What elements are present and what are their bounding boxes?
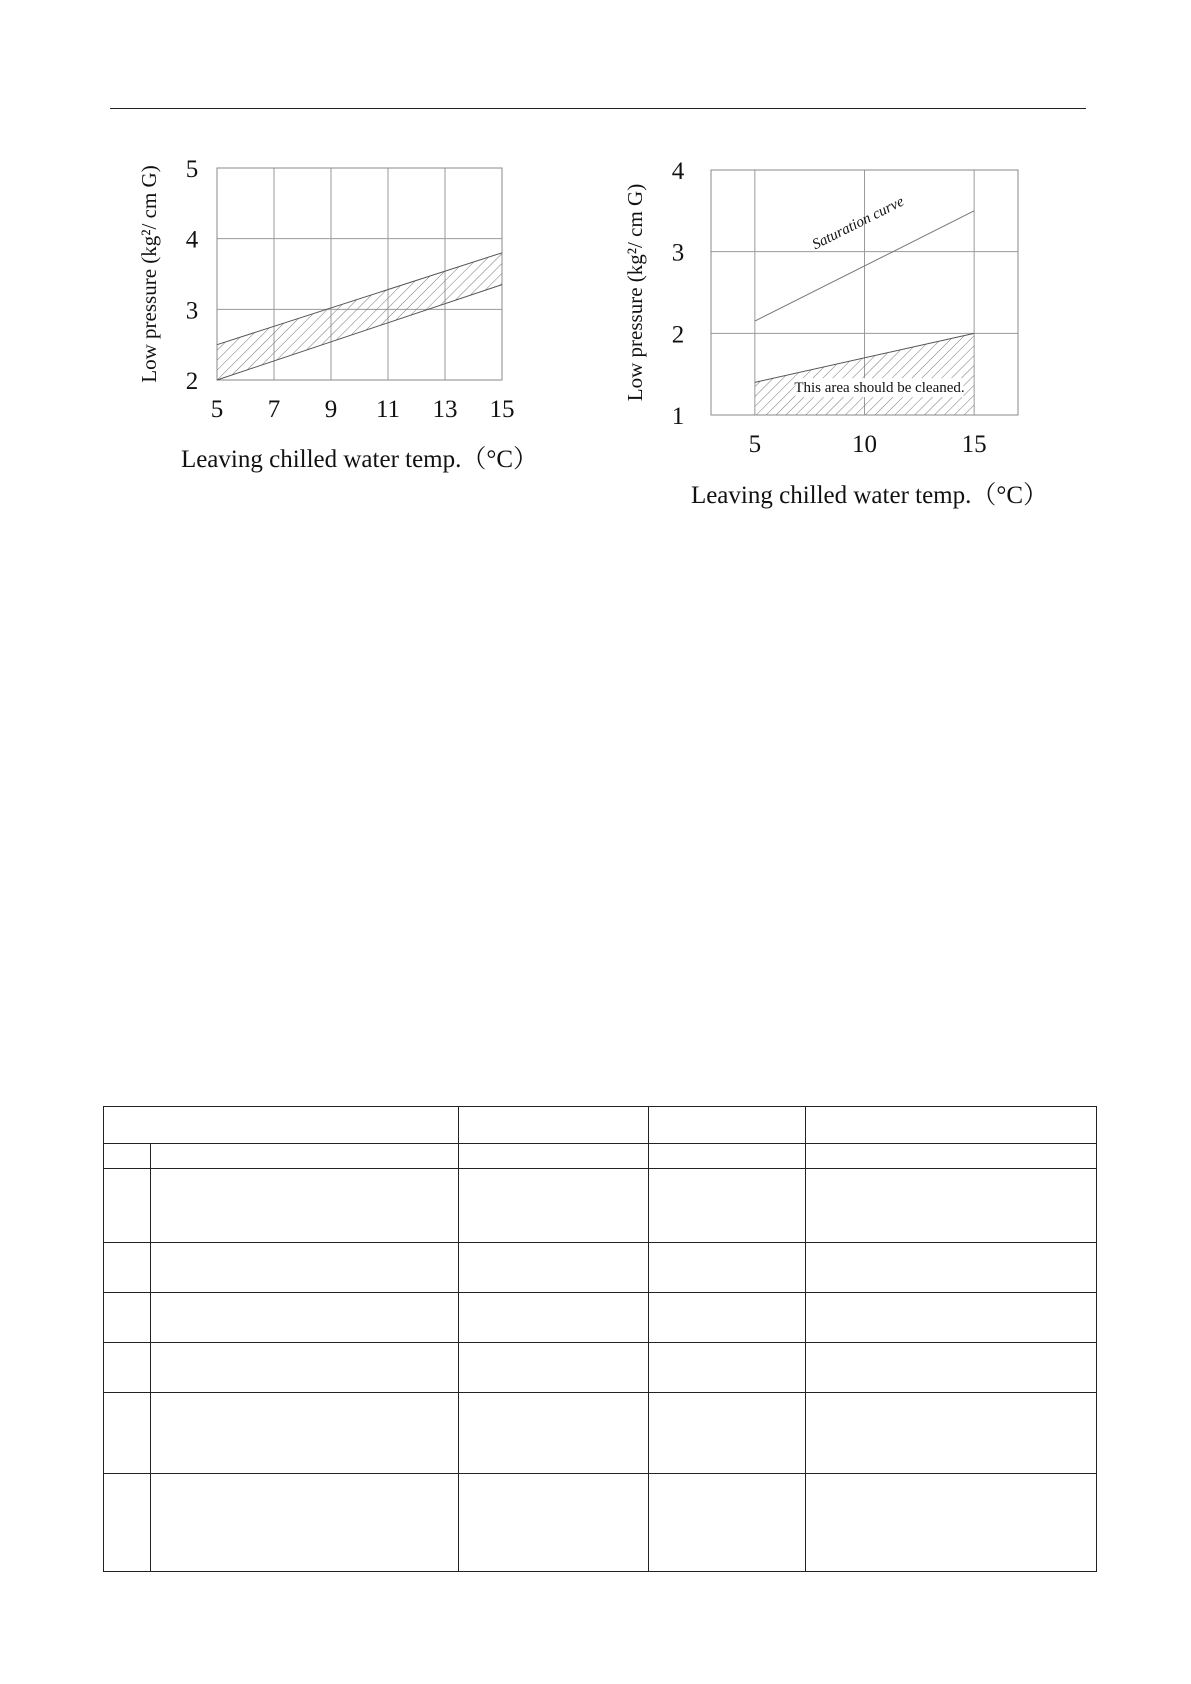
table-cell <box>649 1343 806 1393</box>
region-label: This area should be cleaned. <box>794 380 965 397</box>
y-tick-label: 4 <box>671 158 685 185</box>
saturation-cleaning-chart <box>615 150 1055 520</box>
table-cell <box>649 1243 806 1293</box>
x-axis-title: Leaving chilled water temp.（°C） <box>180 446 539 473</box>
table-cell <box>806 1107 1097 1144</box>
y-tick-label: 3 <box>671 239 685 267</box>
table-row <box>104 1293 1097 1343</box>
table-cell <box>649 1144 806 1169</box>
table-cell <box>151 1243 459 1293</box>
table-cell <box>104 1144 151 1169</box>
table-row <box>104 1169 1097 1243</box>
table-cell <box>104 1474 151 1572</box>
table-cell <box>104 1293 151 1343</box>
saturation-curve-label: Saturation curve <box>809 193 907 254</box>
y-tick-label: 4 <box>185 226 199 254</box>
y-axis-title: Low pressure (kg²/ cm G) <box>137 165 161 383</box>
x-tick-label: 15 <box>961 431 987 458</box>
x-tick-label: 13 <box>432 396 458 423</box>
y-tick-label: 2 <box>185 368 199 395</box>
x-tick-label: 11 <box>375 396 401 423</box>
x-tick-label: 7 <box>267 396 281 423</box>
y-axis-title: Low pressure (kg²/ cm G) <box>623 183 647 402</box>
table-cell <box>104 1343 151 1393</box>
table-cell <box>649 1293 806 1343</box>
table-cell <box>806 1343 1097 1393</box>
table-cell <box>806 1293 1097 1343</box>
table-cell <box>151 1393 459 1474</box>
table-cell <box>649 1169 806 1243</box>
table-cell <box>151 1474 459 1572</box>
table-cell <box>459 1144 649 1169</box>
table-cell <box>806 1144 1097 1169</box>
x-tick-label: 9 <box>324 396 338 423</box>
table-cell <box>151 1144 459 1169</box>
table-row <box>104 1474 1097 1572</box>
table-cell <box>459 1393 649 1474</box>
pressure-band <box>217 253 502 380</box>
table-cell <box>151 1169 459 1243</box>
table-cell <box>104 1169 151 1243</box>
table-cell <box>649 1474 806 1572</box>
table-cell <box>806 1393 1097 1474</box>
blank-table <box>103 1106 1097 1572</box>
table-cell <box>806 1474 1097 1572</box>
table-cell <box>459 1474 649 1572</box>
low-pressure-band-chart <box>130 150 570 520</box>
table-cell <box>459 1243 649 1293</box>
x-tick-label: 10 <box>852 431 877 458</box>
table-cell <box>649 1107 806 1144</box>
x-tick-label: 5 <box>210 396 224 423</box>
y-tick-label: 1 <box>671 403 685 430</box>
table-cell <box>104 1243 151 1293</box>
table-cell <box>459 1107 649 1144</box>
header-rule <box>110 108 1086 109</box>
table-row <box>104 1107 1097 1144</box>
table-row <box>104 1243 1097 1293</box>
table-cell <box>806 1169 1097 1243</box>
table-row <box>104 1343 1097 1393</box>
table-cell <box>806 1243 1097 1293</box>
table-row <box>104 1144 1097 1169</box>
y-tick-label: 3 <box>185 297 199 325</box>
table-cell <box>104 1107 459 1144</box>
table-cell <box>104 1393 151 1474</box>
table-cell <box>649 1393 806 1474</box>
x-tick-label: 5 <box>748 431 762 458</box>
table-cell <box>459 1343 649 1393</box>
y-tick-label: 2 <box>671 321 685 349</box>
y-tick-label: 5 <box>185 156 199 183</box>
table-cell <box>151 1293 459 1343</box>
table-cell <box>151 1343 459 1393</box>
x-axis-title: Leaving chilled water temp.（°C） <box>690 482 1049 509</box>
table-cell <box>459 1169 649 1243</box>
table-cell <box>459 1293 649 1343</box>
x-tick-label: 15 <box>489 396 515 423</box>
table-row <box>104 1393 1097 1474</box>
